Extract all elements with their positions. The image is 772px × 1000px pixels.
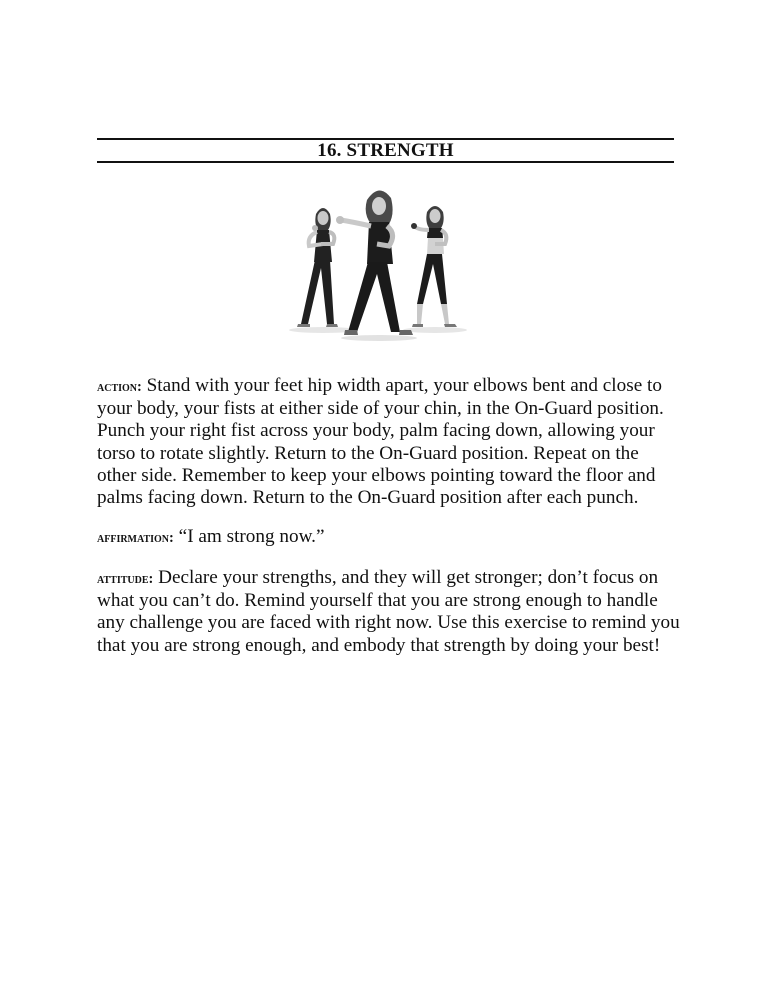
center-woman-figure	[336, 190, 413, 335]
right-woman-figure	[411, 206, 457, 327]
affirmation-text: “I am strong now.”	[178, 526, 325, 547]
attitude-line-2: what you can’t do. Remind yourself that you are strong enough to handle	[97, 590, 658, 612]
action-line-2: your body, your fists at either side of your chin, in the On-Guard position.	[97, 398, 664, 420]
section-title: 16. STRENGTH	[317, 140, 454, 161]
action-label: action:	[97, 379, 142, 395]
affirmation-line	[97, 526, 687, 549]
title-rule-bottom	[97, 161, 674, 163]
action-line-5: other side. Remember to keep your elbows pointing toward the floor and	[97, 464, 656, 486]
attitude-text-line-1: Declare your strengths, and they will get stronger; don’t focus on	[158, 567, 659, 588]
action-line-3: Punch your right fist across your body, palm facing down, allowing your	[97, 420, 655, 442]
left-woman-figure	[297, 208, 338, 327]
three-women-punching-photo	[283, 188, 483, 348]
action-line-6: palms facing down. Return to the On-Guard position after each punch.	[97, 487, 639, 509]
attitude-line-1	[97, 567, 687, 590]
action-line-1	[97, 375, 687, 398]
affirmation-label: affirmation:	[97, 530, 174, 546]
attitude-line-3: any challenge you are faced with right now. Use this exercise to remind you	[97, 612, 680, 634]
action-paragraph	[97, 375, 687, 509]
attitude-paragraph	[97, 567, 687, 657]
affirmation-paragraph	[97, 526, 687, 549]
attitude-line-4: that you are strong enough, and embody that strength by doing your best!	[97, 634, 661, 656]
action-line-4: torso to rotate slightly. Return to the On-Guard position. Repeat on the	[97, 442, 639, 464]
attitude-label: attitude:	[97, 571, 154, 587]
action-text-line-1: Stand with your feet hip width apart, your elbows bent and close to	[146, 375, 662, 396]
